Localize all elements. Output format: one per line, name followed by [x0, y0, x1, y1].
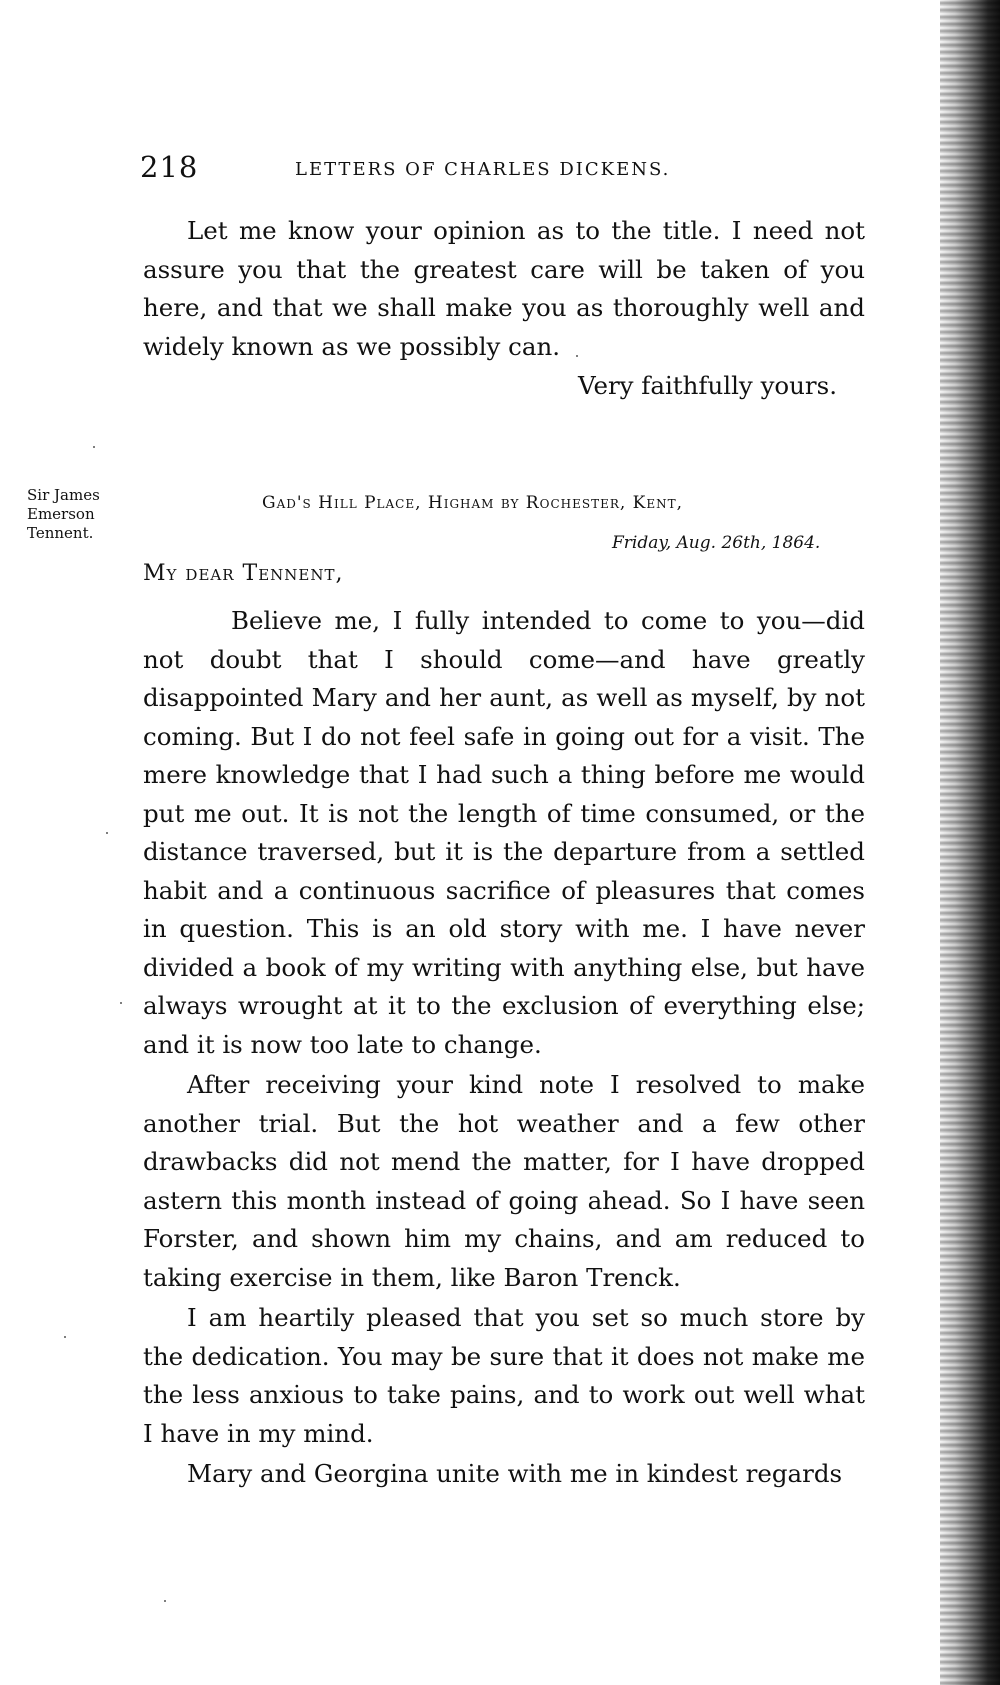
margin-note-line: Tennent. — [27, 524, 94, 542]
paragraph: Believe me, I fully intended to come to you—did not doubt that I should come—and have greatly disappointed Mary and her aunt, as well as myself, by not coming. But I do not feel safe in going out for a visit. The mere knowledge that I had such a thing before me would put me out. It is not the length of time consumed, or the distance traversed, but it is the departure from a settled habit and a continuous sacrifice of pleasures that comes in question. This is an old story with me. I have never divided a book of my writing with anything else, but have always wrought at it to the exclusion of everything else; and it is now too late to change. — [143, 606, 865, 1059]
margin-note-recipient — [27, 486, 100, 543]
scan-speck — [64, 1336, 66, 1338]
scan-speck — [164, 1600, 166, 1602]
letter-address: Gad's Hill Place, Higham by Rochester, Kent, — [262, 493, 684, 513]
letter-date: Friday, Aug. 26th, 1864. — [612, 533, 821, 553]
letter-body — [143, 602, 865, 1494]
scan-speck — [106, 832, 108, 834]
previous-letter-ending — [143, 212, 865, 366]
letter-salutation: My dear Tennent, — [143, 561, 344, 586]
paragraph: Let me know your opinion as to the title. I need not assure you that the greatest care will be taken of you here, and that we shall make you as thoroughly well and widely known as we possibly can. — [143, 216, 865, 361]
margin-note-line: Sir James — [27, 486, 100, 504]
page-header — [140, 150, 860, 190]
paragraph: Mary and Georgina unite with me in kindest regards — [187, 1459, 843, 1488]
signoff: Very faithfully yours. — [578, 371, 838, 400]
margin-note-line: Emerson — [27, 505, 95, 523]
paragraph: I am heartily pleased that you set so much store by the dedication. You may be sure that it does not make me the less anxious to take pains, and to work out well what I have in my mind. — [143, 1303, 865, 1448]
scan-speck — [120, 1002, 122, 1004]
page-number: 218 — [140, 150, 199, 184]
scan-speck — [576, 355, 578, 357]
running-title: LETTERS OF CHARLES DICKENS. — [295, 159, 671, 180]
page-gutter-shadow — [940, 0, 1000, 1685]
paragraph: After receiving your kind note I resolved to make another trial. But the hot weather and a few other drawbacks did not mend the matter, for I have dropped astern this month instead of going ahead. So I have seen Forster, and shown him my chains, and am reduced to taking exercise in them, like Baron Trenck. — [143, 1070, 865, 1292]
scan-speck — [93, 446, 95, 448]
